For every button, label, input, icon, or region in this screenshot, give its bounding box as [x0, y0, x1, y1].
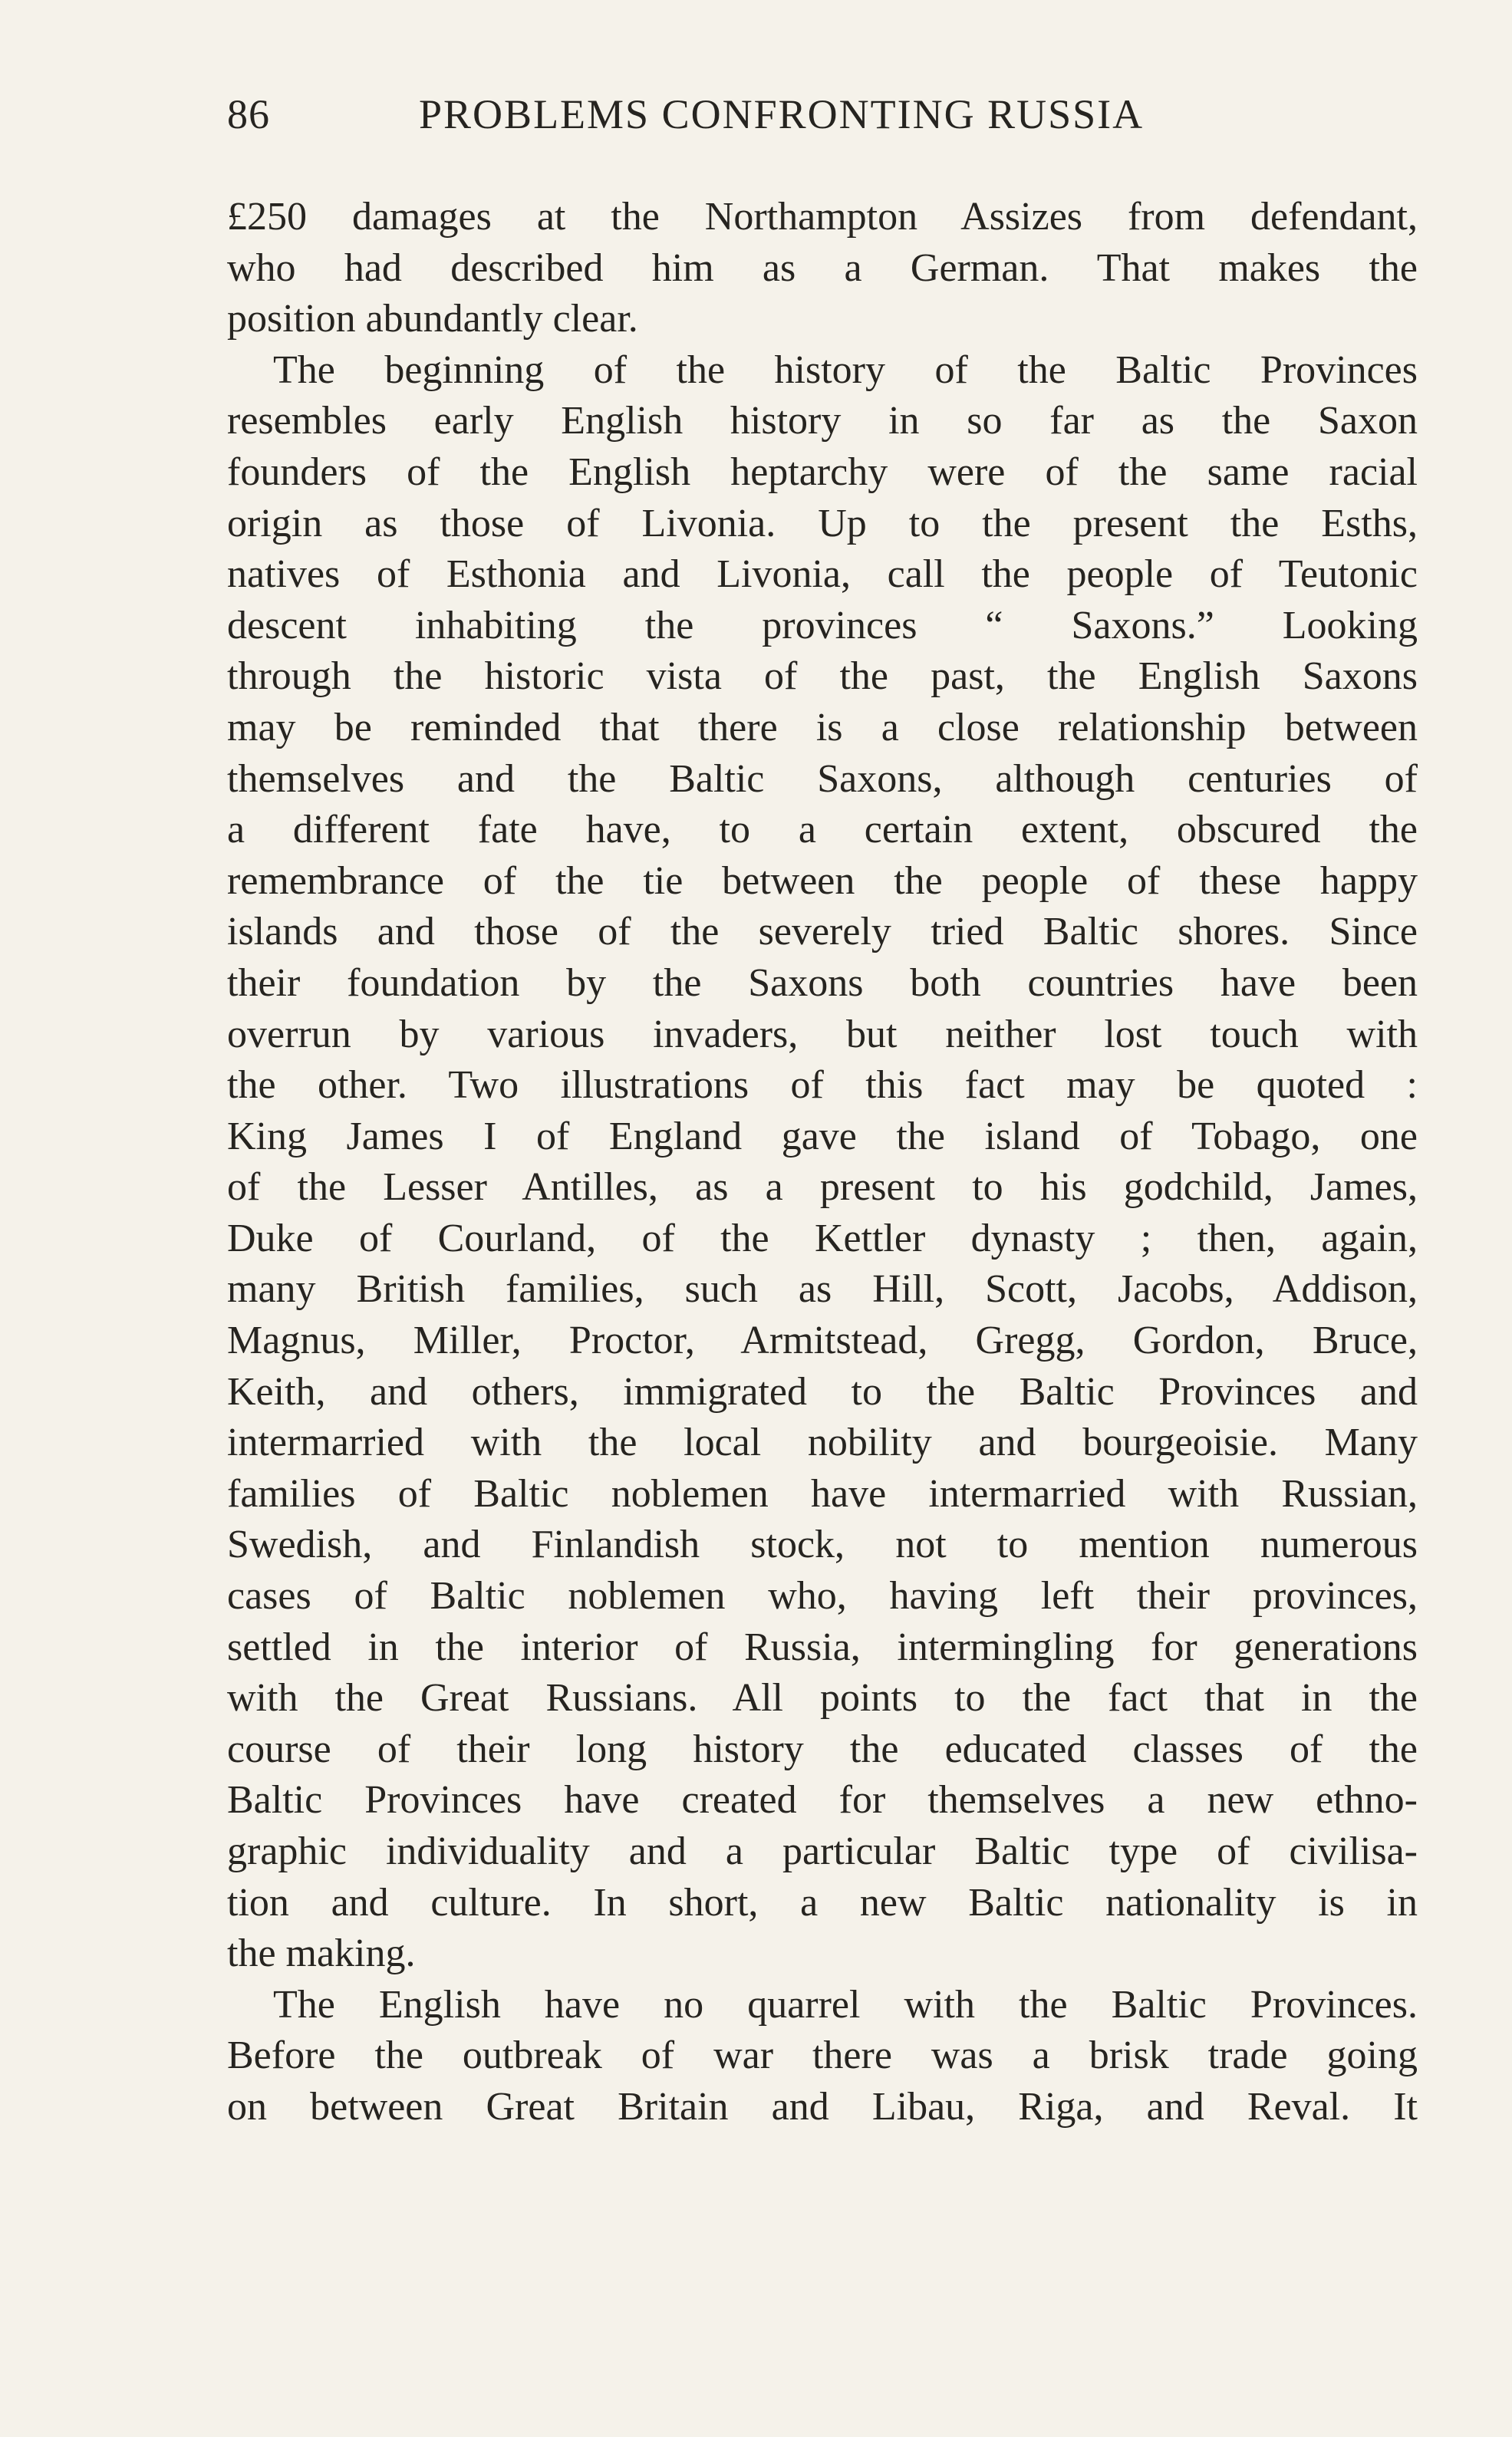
- text-line: The beginning of the history of the Baltic Provinces: [273, 347, 1418, 392]
- text-line: intermarried with the local nobility and bourgeoisie. Many: [227, 1421, 1418, 1465]
- text-line: who had described him as a German. That makes the: [227, 245, 1418, 290]
- text-line: of the Lesser Antilles, as a present to his godchild, James,: [227, 1165, 1418, 1210]
- text-line: many British families, such as Hill, Scott, Jacobs, Addison,: [227, 1267, 1418, 1312]
- text-line: £250 damages at the Northampton Assizes from defendant,: [227, 195, 1418, 239]
- text-line: Keith, and others, immigrated to the Baltic Provinces and: [227, 1369, 1418, 1414]
- text-line: a different fate have, to a certain extent, obscured the: [227, 808, 1418, 852]
- text-line: position abundantly clear.: [227, 297, 638, 341]
- running-head: [227, 91, 1424, 144]
- text-line: settled in the interior of Russia, intermingling for generations: [227, 1625, 1418, 1669]
- running-title: PROBLEMS CONFRONTING RUSSIA: [419, 91, 1145, 137]
- text-line: The English have no quarrel with the Baltic Provinces.: [273, 1982, 1418, 2027]
- text-line: on between Great Britain and Libau, Riga, and Reval. It: [227, 2084, 1418, 2129]
- text-line: Baltic Provinces have created for themselves a new ethno-: [227, 1778, 1418, 1823]
- body-text: [227, 192, 1418, 2133]
- text-line: origin as those of Livonia. Up to the present the Esths,: [227, 501, 1418, 545]
- text-line: islands and those of the severely tried Baltic shores. Since: [227, 910, 1418, 954]
- text-line: families of Baltic noblemen have intermarried with Russian,: [227, 1471, 1418, 1516]
- text-line: overrun by various invaders, but neither lost touch with: [227, 1012, 1418, 1056]
- text-line: resembles early English history in so far as the Saxon: [227, 399, 1418, 443]
- page-number: 86: [227, 91, 270, 137]
- text-line: their foundation by the Saxons both countries have been: [227, 960, 1418, 1005]
- text-line: through the historic vista of the past, the English Saxons: [227, 654, 1418, 699]
- text-line: cases of Baltic noblemen who, having left their provinces,: [227, 1574, 1418, 1619]
- text-line: Magnus, Miller, Proctor, Armitstead, Gregg, Gordon, Bruce,: [227, 1319, 1418, 1363]
- text-line: may be reminded that there is a close relationship between: [227, 705, 1418, 749]
- text-line: Swedish, and Finlandish stock, not to mention numerous: [227, 1523, 1418, 1567]
- text-line: themselves and the Baltic Saxons, although centuries of: [227, 756, 1418, 801]
- text-line: descent inhabiting the provinces “ Saxons.” Looking: [227, 603, 1418, 647]
- text-line: founders of the English heptarchy were of the same racial: [227, 450, 1418, 494]
- text-line: King James I of England gave the island of Tobago, one: [227, 1114, 1418, 1158]
- text-line: remembrance of the tie between the people of these happy: [227, 858, 1418, 903]
- text-line: the making.: [227, 1931, 416, 1976]
- text-line: the other. Two illustrations of this fact may be quoted :: [227, 1063, 1418, 1108]
- text-line: tion and culture. In short, a new Baltic nationality is in: [227, 1880, 1418, 1925]
- text-line: Before the outbreak of war there was a brisk trade going: [227, 2034, 1418, 2078]
- text-line: natives of Esthonia and Livonia, call the people of Teutonic: [227, 552, 1418, 597]
- text-line: with the Great Russians. All points to the fact that in the: [227, 1676, 1418, 1721]
- text-line: Duke of Courland, of the Kettler dynasty ; then, again,: [227, 1216, 1418, 1260]
- text-line: course of their long history the educated classes of the: [227, 1727, 1418, 1771]
- text-line: graphic individuality and a particular Baltic type of civilisa-: [227, 1829, 1418, 1873]
